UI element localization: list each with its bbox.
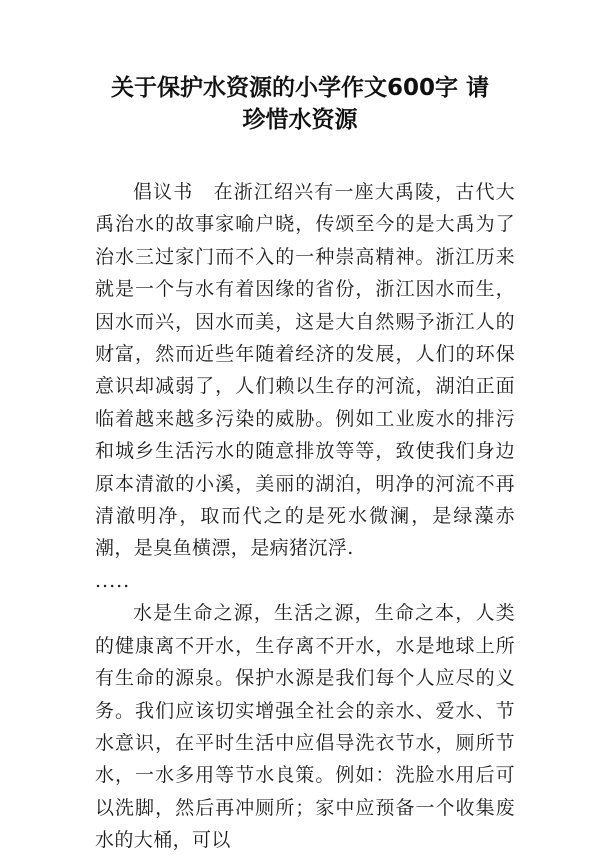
document-body: [95, 176, 515, 857]
document-title: [60, 72, 540, 136]
title-line-1: 关于保护水资源的小学作文600字 请: [110, 75, 490, 101]
paragraph-1: 倡议书 在浙江绍兴有一座大禹陵，古代大禹治水的故事家喻户晓，传颂至今的是大禹为了治水三过家门而不入的一种崇高精神。浙江历来就是一个与水有着因缘的省份，浙江因水而生，因水而兴，因水而美，这是大自然赐予浙江人的财富，然而近些年随着经济的发展，人们的环保意识却减弱了，人们赖以生存的河流，湖泊正面临着越来越多污染的威胁。例如工业废水的排污和城乡生活污水的随意排放等等，致使我们身边原本清澈的小溪，美丽的湖泊，明净的河流不再清澈明净，取而代之的是死水微澜，是绿藻赤潮，是臭鱼横漂，是病猪沉浮.: [95, 181, 515, 560]
paragraph-2: 水是生命之源，生活之源，生命之本，人类的健康离不开水，生存离不开水，水是地球上所有生命的源泉。保护水源是我们每个人应尽的义务。我们应该切实增强全社会的亲水、爱水、节水意识，在平时生活中应倡导洗衣节水，厕所节水，一水多用等节水良策。例如：洗脸水用后可以洗脚，然后再冲厕所；家中应预备一个收集废水的大桶，可以: [95, 602, 515, 852]
ellipsis-line: .....: [95, 569, 131, 592]
title-line-2: 珍惜水资源: [242, 107, 358, 133]
